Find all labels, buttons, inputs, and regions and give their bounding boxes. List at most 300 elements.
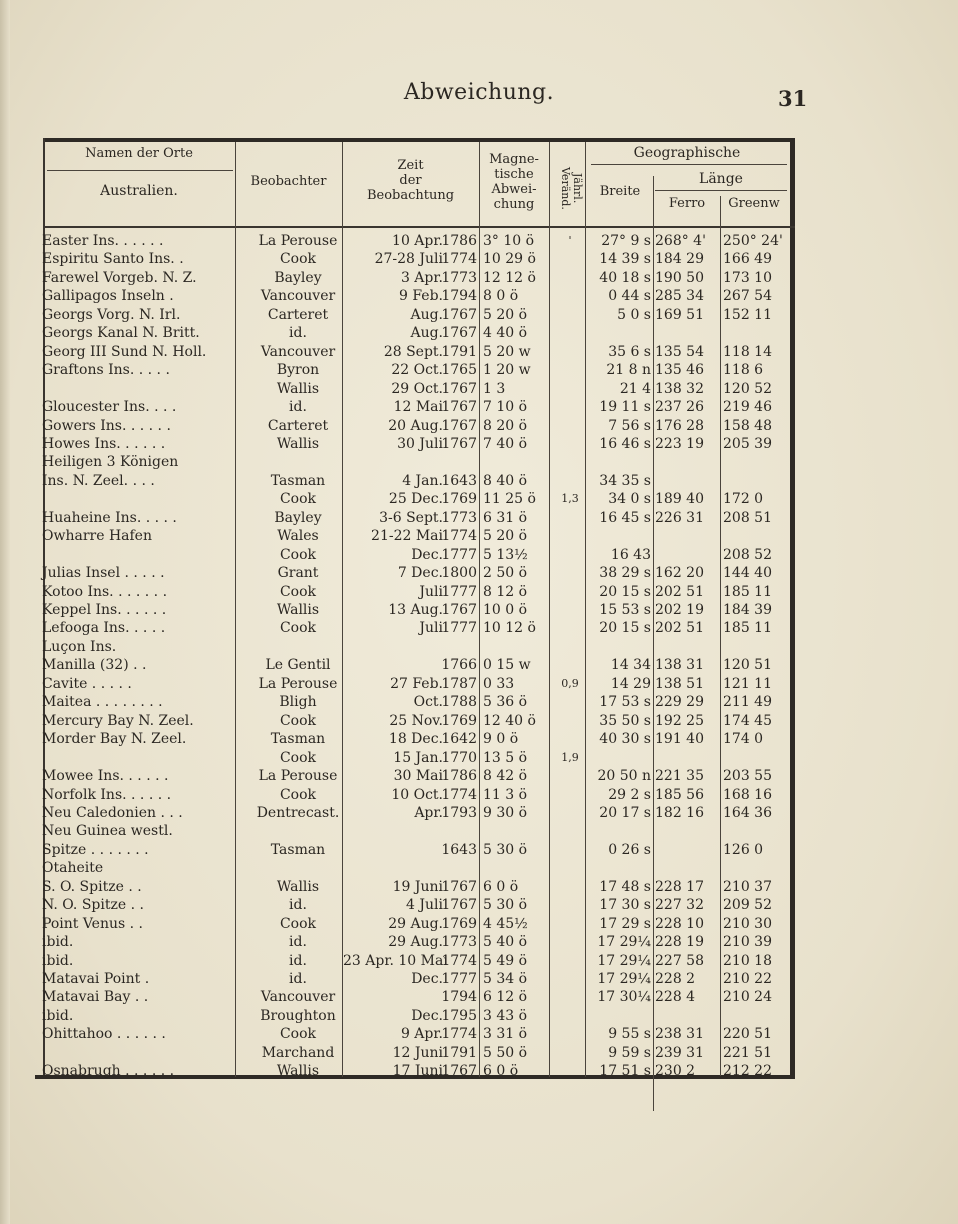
longitude-greenwich-cell: 168 16	[723, 786, 772, 803]
table-row	[35, 250, 793, 268]
header-observer: Beobachter	[250, 174, 327, 189]
header-time-line1: Zeit	[397, 158, 424, 173]
latitude-cell: 16 43	[610, 546, 651, 563]
table-row	[35, 380, 793, 398]
magnetic-declination-cell: 11 3 ö	[483, 786, 528, 803]
longitude-greenwich-cell: 219 46	[723, 399, 772, 416]
longitude-greenwich-cell: 208 52	[723, 546, 772, 563]
table-row	[35, 472, 793, 490]
header-place-top: Namen der Orte	[85, 146, 193, 161]
table-row	[35, 915, 793, 933]
place-name-cell: Gloucester Ins. . . .	[42, 399, 177, 416]
place-name-cell: Farewel Vorgeb. N. Z.	[42, 269, 197, 286]
observation-year-cell: 1767	[441, 380, 477, 397]
observation-year-cell: 1777	[441, 546, 477, 563]
observation-year-cell: 1767	[441, 1063, 477, 1080]
observation-date-cell: 9 Apr.	[400, 1026, 443, 1043]
table-row	[35, 712, 793, 730]
place-name-cell: Neu Guinea westl.	[42, 823, 173, 840]
longitude-ferro-cell: 238 31	[655, 1026, 704, 1043]
magnetic-declination-cell: 9 30 ö	[483, 804, 528, 821]
longitude-greenwich-cell: 205 39	[723, 435, 772, 452]
observation-date-cell: 29 Aug.	[388, 915, 443, 932]
declination-table	[35, 138, 793, 1078]
longitude-greenwich-cell: 210 22	[723, 971, 772, 987]
observation-date-cell: Juli	[419, 583, 443, 600]
observer-cell: Marchand	[261, 1044, 335, 1061]
observation-year-cell: 1769	[441, 712, 477, 729]
table-row	[35, 1007, 793, 1025]
observer-cell: Carteret	[267, 306, 329, 323]
place-name-cell: S. O. Spitze . .	[42, 878, 142, 895]
observation-year-cell: 1774	[441, 251, 477, 268]
observation-date-cell: 30 Mai	[393, 768, 443, 785]
observer-cell: id.	[289, 971, 307, 987]
place-name-cell: Norfolk Ins. . . . . .	[42, 786, 172, 803]
observer-cell: Wales	[277, 528, 319, 545]
longitude-ferro-cell: 192 25	[655, 712, 704, 729]
longitude-ferro-cell: 202 51	[655, 583, 704, 600]
observation-year-cell: 1774	[441, 786, 477, 803]
longitude-greenwich-cell: 118 6	[723, 362, 764, 379]
observation-year-cell: 1765	[441, 362, 477, 379]
place-name-cell: Graftons Ins. . . . .	[42, 362, 170, 379]
magnetic-declination-cell: 5 20 w	[483, 343, 531, 360]
annual-change-cell: 0,9	[561, 676, 579, 690]
observation-date-cell: 27-28 Juli	[374, 251, 443, 268]
latitude-cell: 21 8 n	[606, 362, 651, 379]
table-row	[35, 361, 793, 379]
table-row	[35, 564, 793, 582]
table-row	[35, 786, 793, 804]
longitude-ferro-cell: 227 32	[655, 897, 704, 914]
longitude-ferro-cell: 237 26	[655, 399, 704, 416]
observation-date-cell: 4 Jan.	[402, 472, 443, 489]
longitude-ferro-cell: 285 34	[655, 288, 704, 305]
observation-date-cell: 4 Juli	[406, 897, 443, 914]
observation-date-cell: 30 Juli	[397, 435, 443, 452]
table-row	[35, 324, 793, 342]
longitude-ferro-cell: 226 31	[655, 509, 704, 526]
latitude-cell: 20 15 s	[599, 620, 651, 637]
longitude-greenwich-cell: 118 14	[723, 343, 772, 360]
observation-date-cell: 12 Juni	[392, 1044, 443, 1061]
header-mag-line3: Abwei-	[491, 182, 537, 197]
longitude-ferro-cell: 135 46	[655, 362, 704, 379]
header-laenge-rule	[655, 190, 787, 191]
table-row	[35, 287, 793, 305]
header-mag-line2: tische	[494, 167, 534, 182]
table-row	[35, 896, 793, 914]
observer-cell: Vancouver	[260, 989, 336, 1006]
latitude-cell: 21 4	[619, 380, 651, 397]
magnetic-declination-cell: 5 13½	[483, 546, 528, 563]
observation-date-cell: 29 Aug.	[388, 934, 443, 951]
observation-date-cell: Juli	[419, 620, 443, 637]
observer-cell: id.	[289, 325, 307, 342]
header-greenwich: Greenw	[728, 196, 780, 211]
observation-year-cell: 1767	[441, 306, 477, 323]
longitude-greenwich-cell: 174 0	[723, 731, 764, 748]
observer-cell: Cook	[279, 583, 317, 600]
longitude-greenwich-cell: 144 40	[723, 565, 772, 582]
latitude-cell: 14 29	[610, 675, 651, 692]
header-place-sub: Australien.	[100, 183, 178, 199]
place-name-cell: Espiritu Santo Ins. .	[42, 251, 184, 268]
longitude-ferro-cell: 162 20	[655, 565, 704, 582]
table-row	[35, 435, 793, 453]
longitude-greenwich-cell: 166 49	[723, 251, 772, 268]
latitude-cell: 17 53 s	[599, 694, 651, 711]
table-row	[35, 693, 793, 711]
magnetic-declination-cell: 5 20 ö	[483, 528, 528, 545]
observer-cell: id.	[289, 399, 307, 416]
observer-cell: Vancouver	[260, 288, 336, 305]
observation-year-cell: 1766	[441, 657, 477, 674]
observer-cell: Le Gentil	[265, 657, 331, 674]
place-name-cell: Spitze . . . . . . .	[42, 841, 149, 858]
table-row	[35, 490, 793, 508]
table-row	[35, 583, 793, 601]
observation-year-cell: 1774	[441, 1026, 477, 1043]
latitude-cell: 14 39 s	[599, 251, 651, 268]
observation-year-cell: 1777	[441, 971, 477, 987]
place-name-cell: Mercury Bay N. Zeel.	[42, 712, 194, 729]
longitude-greenwich-cell: 158 48	[723, 417, 772, 434]
header-breite: Breite	[599, 184, 641, 199]
longitude-ferro-cell: 138 51	[655, 675, 704, 692]
longitude-greenwich-cell: 126 0	[723, 841, 764, 858]
table-row	[35, 509, 793, 527]
observation-year-cell: 1786	[441, 768, 477, 785]
place-name-cell: Matavai Bay . .	[42, 989, 149, 1006]
observation-date-cell: 7 Dec.	[397, 565, 443, 582]
longitude-ferro-cell: 228 19	[655, 934, 704, 951]
observation-year-cell: 1777	[441, 583, 477, 600]
magnetic-declination-cell: 4 45½	[483, 915, 528, 932]
observer-cell: Tasman	[270, 841, 326, 858]
place-name-cell: Howes Ins. . . . . .	[42, 435, 166, 452]
header-mag-line4: chung	[493, 197, 535, 212]
observer-cell: Carteret	[267, 417, 329, 434]
header-ferro: Ferro	[668, 196, 706, 211]
magnetic-declination-cell: 5 50 ö	[483, 1044, 528, 1061]
longitude-ferro-cell: 135 54	[655, 343, 704, 360]
observation-date-cell: 23 Apr. 10 Mai	[343, 952, 448, 969]
longitude-ferro-cell: 190 50	[655, 269, 704, 286]
latitude-cell: 9 55 s	[608, 1026, 651, 1043]
longitude-ferro-cell: 239 31	[655, 1044, 704, 1061]
table-row	[35, 675, 793, 693]
observation-date-cell: 29 Oct.	[391, 380, 443, 397]
place-name-cell: N. O. Spitze . .	[42, 897, 144, 914]
longitude-ferro-cell: 169 51	[655, 306, 704, 323]
annual-change-cell: 1,3	[561, 492, 579, 506]
place-name-cell: Keppel Ins. . . . . .	[42, 602, 167, 618]
observer-cell: Vancouver	[260, 343, 336, 360]
latitude-cell: 17 30 s	[599, 897, 651, 914]
latitude-cell: 34 0 s	[608, 491, 651, 508]
latitude-cell: 17 29¼	[597, 934, 651, 951]
header-place-rule	[47, 170, 233, 171]
table-row	[35, 1044, 793, 1062]
observation-year-cell: 1777	[441, 620, 477, 637]
observer-cell: Cook	[279, 915, 317, 932]
table-row	[35, 841, 793, 859]
header-mag-line1: Magne-	[489, 152, 539, 167]
table-row	[35, 1025, 793, 1043]
magnetic-declination-cell: 8 42 ö	[483, 768, 528, 785]
observer-cell: id.	[289, 897, 307, 914]
magnetic-declination-cell: 6 0 ö	[483, 878, 519, 895]
table-row	[35, 822, 793, 840]
longitude-greenwich-cell: 250° 24'	[723, 233, 783, 249]
table-row	[35, 767, 793, 785]
table-row	[35, 859, 793, 877]
observer-cell: Wallis	[276, 1063, 320, 1080]
observation-date-cell: 25 Dec.	[388, 491, 443, 508]
longitude-greenwich-cell: 185 11	[723, 583, 772, 600]
observation-year-cell: 1769	[441, 491, 477, 508]
place-name-cell: Huaheine Ins. . . . .	[42, 509, 177, 526]
table-row	[35, 656, 793, 674]
place-name-cell: Georg III Sund N. Holl.	[42, 343, 207, 360]
table-row	[35, 343, 793, 361]
place-name-cell: Point Venus . .	[42, 915, 143, 932]
place-name-cell: Luçon Ins.	[42, 638, 117, 655]
longitude-ferro-cell: 138 31	[655, 657, 704, 674]
magnetic-declination-cell: 12 40 ö	[483, 712, 536, 729]
longitude-greenwich-cell: 210 18	[723, 952, 772, 969]
magnetic-declination-cell: 10 12 ö	[483, 620, 536, 637]
observer-cell: La Perouse	[258, 233, 338, 249]
observation-date-cell: 19 Juni	[392, 878, 443, 895]
observation-date-cell: 22 Oct.	[391, 362, 443, 379]
latitude-cell: 17 51 s	[599, 1063, 651, 1080]
latitude-cell: 38 29 s	[599, 565, 651, 582]
observation-year-cell: 1794	[441, 288, 477, 305]
magnetic-declination-cell: 7 40 ö	[483, 435, 528, 452]
place-name-cell: Maitea . . . . . . . .	[42, 694, 163, 711]
observation-year-cell: 1795	[441, 1007, 477, 1024]
latitude-cell: 16 45 s	[599, 509, 651, 526]
magnetic-declination-cell: 8 20 ö	[483, 417, 528, 434]
observer-cell: Bligh	[279, 694, 317, 711]
longitude-ferro-cell: 268° 4'	[655, 233, 706, 249]
latitude-cell: 35 6 s	[608, 343, 651, 360]
observer-cell: Cook	[279, 491, 317, 508]
magnetic-declination-cell: 13 5 ö	[483, 749, 528, 766]
magnetic-declination-cell: 5 30 ö	[483, 841, 528, 858]
place-name-cell: Cavite . . . . .	[42, 675, 132, 692]
place-name-cell: ibid.	[42, 952, 74, 969]
header-laenge: Länge	[699, 171, 743, 187]
observation-year-cell: 1774	[441, 952, 477, 969]
latitude-cell: 40 30 s	[599, 731, 651, 748]
header-jahrl-veraend: Jährl. Veränd.	[559, 166, 584, 210]
magnetic-declination-cell: 0 15 w	[483, 657, 531, 674]
longitude-ferro-cell: 202 51	[655, 620, 704, 637]
header-magnetic	[479, 152, 549, 212]
observation-date-cell: Aug.	[410, 325, 443, 342]
observation-date-cell: 18 Dec.	[388, 731, 443, 748]
page-title: Abweichung.	[403, 80, 555, 105]
place-name-cell: Gowers Ins. . . . . .	[42, 417, 171, 434]
place-name-cell: ibid.	[42, 1007, 74, 1024]
observation-date-cell: Oct.	[413, 694, 443, 711]
observation-date-cell: 3 Apr.	[400, 269, 443, 286]
annual-change-cell: '	[568, 234, 572, 247]
observation-year-cell: 1642	[441, 731, 477, 748]
observation-date-cell: 3-6 Sept.	[379, 509, 443, 526]
magnetic-declination-cell: 10 29 ö	[483, 251, 536, 268]
observation-date-cell: Dec.	[411, 546, 443, 563]
book-spine-edge	[0, 0, 10, 1224]
longitude-greenwich-cell: 212 22	[723, 1063, 772, 1080]
longitude-greenwich-cell: 210 37	[723, 878, 772, 895]
latitude-cell: 14 34	[610, 657, 651, 674]
page-number: 31	[778, 86, 808, 111]
place-name-cell: Otaheite	[42, 860, 104, 877]
observation-year-cell: 1643	[441, 472, 477, 489]
longitude-ferro-cell: 202 19	[655, 602, 704, 618]
longitude-ferro-cell: 189 40	[655, 491, 704, 508]
longitude-ferro-cell: 184 29	[655, 251, 704, 268]
place-name-cell: Ins. N. Zeel. . . .	[42, 472, 155, 489]
magnetic-declination-cell: 3° 10 ö	[483, 233, 535, 249]
place-name-cell: Neu Caledonien . . .	[42, 804, 183, 821]
observer-cell: La Perouse	[258, 675, 338, 692]
magnetic-declination-cell: 6 31 ö	[483, 509, 528, 526]
observer-cell: Byron	[276, 362, 320, 379]
observation-date-cell: 20 Aug.	[388, 417, 443, 434]
observation-year-cell: 1767	[441, 435, 477, 452]
magnetic-declination-cell: 11 25 ö	[483, 491, 536, 508]
header-time-line2: der	[399, 173, 422, 188]
magnetic-declination-cell: 5 30 ö	[483, 897, 528, 914]
longitude-greenwich-cell: 184 39	[723, 602, 772, 618]
table-row	[35, 601, 793, 619]
latitude-cell: 16 46 s	[599, 435, 651, 452]
observation-year-cell: 1773	[441, 509, 477, 526]
latitude-cell: 29 2 s	[608, 786, 651, 803]
latitude-cell: 40 18 s	[599, 269, 651, 286]
longitude-greenwich-cell: 152 11	[723, 306, 772, 323]
magnetic-declination-cell: 0 33	[483, 675, 515, 692]
header-rule	[43, 226, 795, 228]
header-time	[342, 158, 479, 203]
table-top-rule	[43, 138, 795, 142]
magnetic-declination-cell: 9 0 ö	[483, 731, 519, 748]
magnetic-declination-cell: 2 50 ö	[483, 565, 528, 582]
observation-date-cell: 17 Juni	[392, 1063, 443, 1080]
observation-date-cell: 28 Sept.	[383, 343, 443, 360]
table-row	[35, 306, 793, 324]
magnetic-declination-cell: 1 20 w	[483, 362, 531, 379]
observation-date-cell: 15 Jan.	[393, 749, 443, 766]
magnetic-declination-cell: 10 0 ö	[483, 602, 528, 618]
magnetic-declination-cell: 8 0 ö	[483, 288, 519, 305]
place-name-cell: Lefooga Ins. . . . .	[42, 620, 166, 637]
observer-cell: Cook	[279, 712, 317, 729]
observer-cell: Dentrecast.	[256, 804, 340, 821]
longitude-ferro-cell: 221 35	[655, 768, 704, 785]
latitude-cell: 27° 9 s	[601, 233, 651, 249]
observation-year-cell: 1791	[441, 343, 477, 360]
place-name-cell: Osnabrugh . . . . . .	[42, 1063, 175, 1080]
table-row	[35, 619, 793, 637]
table-row	[35, 527, 793, 545]
place-name-cell: Kotoo Ins. . . . . . .	[42, 583, 168, 600]
latitude-cell: 20 15 s	[599, 583, 651, 600]
longitude-ferro-cell: 182 16	[655, 804, 704, 821]
longitude-ferro-cell: 185 56	[655, 786, 704, 803]
header-geo-rule	[591, 164, 787, 165]
observation-year-cell: 1767	[441, 602, 477, 618]
longitude-greenwich-cell: 210 39	[723, 934, 772, 951]
observation-year-cell: 1800	[441, 565, 477, 582]
magnetic-declination-cell: 6 12 ö	[483, 989, 528, 1006]
observation-date-cell: 13 Aug.	[388, 602, 443, 618]
observation-date-cell: Apr.	[414, 804, 443, 821]
observer-cell: Broughton	[260, 1007, 336, 1024]
latitude-cell: 19 11 s	[599, 399, 651, 416]
magnetic-declination-cell: 8 12 ö	[483, 583, 528, 600]
observation-year-cell: 1773	[441, 934, 477, 951]
observation-date-cell: Aug.	[410, 306, 443, 323]
place-name-cell: ibid.	[42, 934, 74, 951]
longitude-greenwich-cell: 164 36	[723, 804, 772, 821]
observer-cell: Cook	[279, 749, 317, 766]
longitude-greenwich-cell: 203 55	[723, 768, 772, 785]
observer-cell: Tasman	[270, 472, 326, 489]
table-row	[35, 398, 793, 416]
latitude-cell: 15 53 s	[599, 602, 651, 618]
longitude-greenwich-cell: 209 52	[723, 897, 772, 914]
longitude-greenwich-cell: 267 54	[723, 288, 772, 305]
observer-cell: id.	[289, 952, 307, 969]
longitude-greenwich-cell: 120 51	[723, 657, 772, 674]
observer-cell: Cook	[279, 251, 317, 268]
observation-year-cell: 1794	[441, 989, 477, 1006]
magnetic-declination-cell: 8 40 ö	[483, 472, 528, 489]
longitude-greenwich-cell: 174 45	[723, 712, 772, 729]
longitude-greenwich-cell: 210 30	[723, 915, 772, 932]
table-row	[35, 453, 793, 471]
observation-year-cell: 1643	[441, 841, 477, 858]
longitude-ferro-cell: 230 2	[655, 1063, 696, 1080]
latitude-cell: 9 59 s	[608, 1044, 651, 1061]
longitude-ferro-cell: 229 29	[655, 694, 704, 711]
observer-cell: Cook	[279, 620, 317, 637]
place-name-cell: Matavai Point .	[42, 971, 150, 987]
observer-cell: Bayley	[274, 509, 322, 526]
magnetic-declination-cell: 5 36 ö	[483, 694, 528, 711]
observation-year-cell: 1791	[441, 1044, 477, 1061]
header-time-line3: Beobachtung	[366, 188, 455, 203]
place-name-cell: Easter Ins. . . . . .	[42, 233, 164, 249]
observation-date-cell: 12 Mai	[393, 399, 443, 416]
observer-cell: id.	[289, 934, 307, 951]
longitude-greenwich-cell: 121 11	[723, 675, 772, 692]
latitude-cell: 7 56 s	[608, 417, 651, 434]
observation-year-cell: 1787	[441, 675, 477, 692]
latitude-cell: 17 29¼	[597, 971, 651, 987]
observer-cell: Cook	[279, 1026, 317, 1043]
place-name-cell: Georgs Vorg. N. Irl.	[42, 306, 181, 323]
latitude-cell: 17 29¼	[597, 952, 651, 969]
longitude-ferro-cell: 227 58	[655, 952, 704, 969]
